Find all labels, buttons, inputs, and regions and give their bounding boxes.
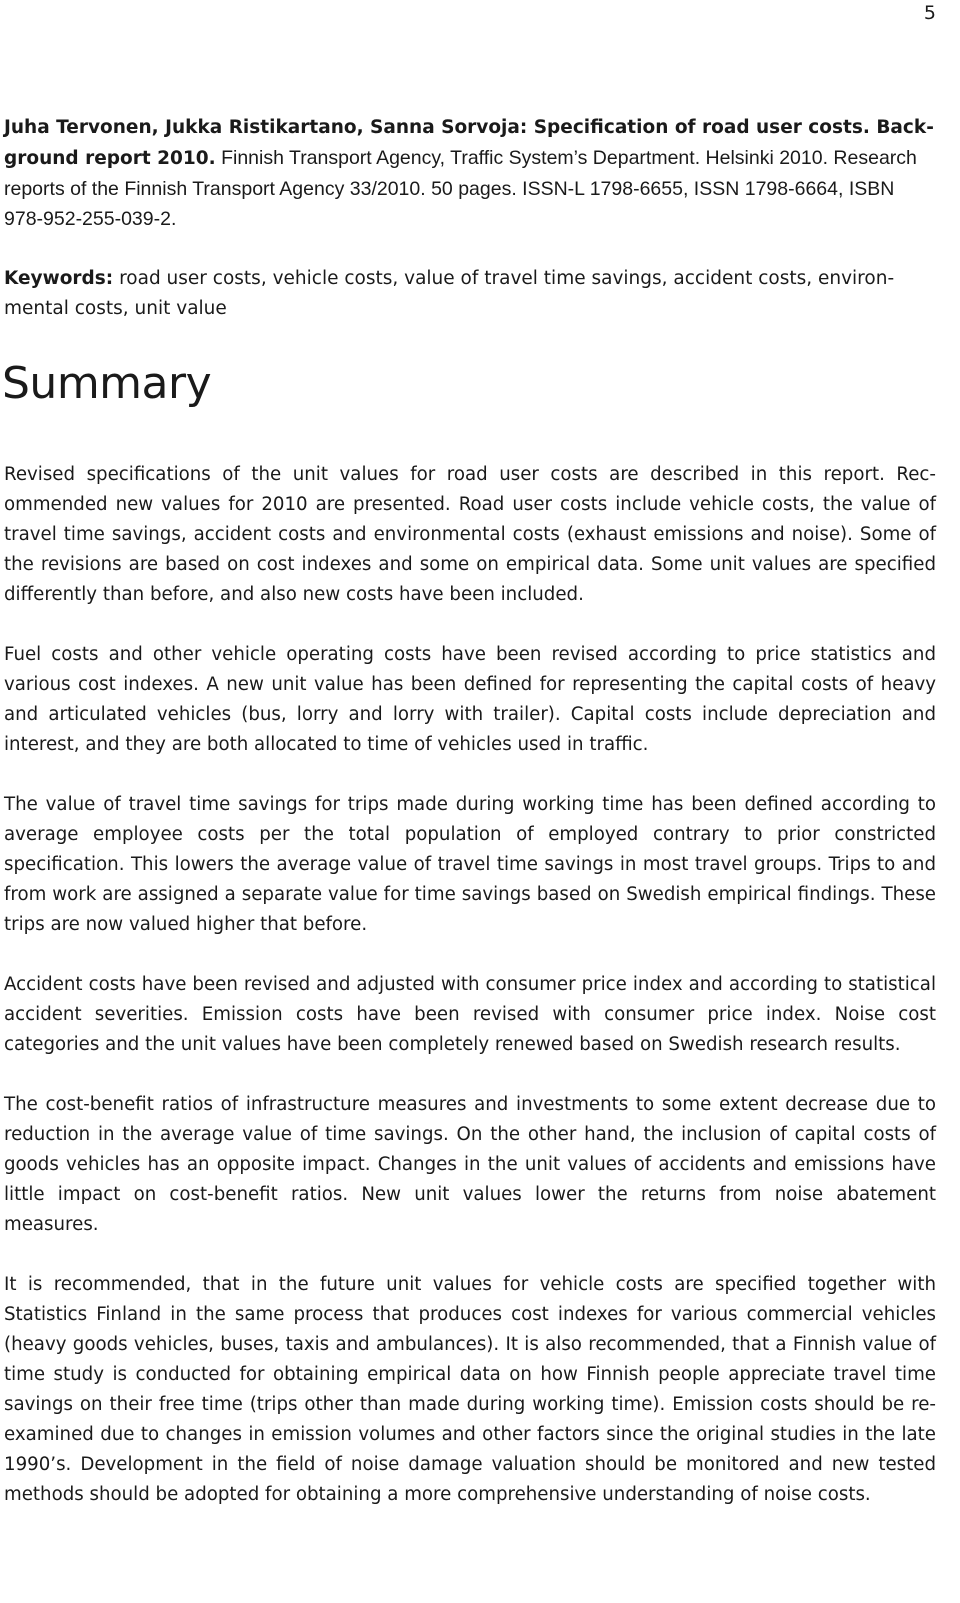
- summary-paragraph: The cost-benefit ratios of infrastructure measures and investments to some extent decrease due to reduction in the average value of time savings. On the other hand, the inclusion of capital costs of goods vehicles has an opposite impact. Changes in the unit values of accidents and emissions have little impact on cost-benefit ratios. New unit values lower the returns from noise abatement measures.: [4, 1094, 936, 1235]
- citation-publisher-info: Finnish Transport Agency, Traffic System’s Department. Helsinki 2010. Research reports of the Finnish Transport Agency 33/2010. 50 pages. ISSN-L 1798-6655, ISSN 1798-6664, ISBN 978-952-255-039-2.: [4, 147, 917, 230]
- keywords-label: Keywords:: [4, 268, 114, 289]
- summary-paragraph: Fuel costs and other vehicle operating costs have been revised according to price statistics and various cost indexes. A new unit value has been defined for representing the capital costs of heavy and articulated vehicles (bus, lorry and lorry with trailer). Capital costs include depreciation and interest, and they are both allocated to time of vehicles used in traffic.: [4, 644, 936, 755]
- summary-paragraph: It is recommended, that in the future unit values for vehicle costs are specified together with Statistics Finland in the same process that produces cost indexes for various commercial vehicles (heavy goods vehicles, buses, taxis and ambulances). It is also recommended, that a Finnish value of time study is conducted for obtaining empirical data on how Finnish people appreciate travel time savings on their free time (trips other than made during working time). Emission costs should be re-examined due to changes in emission volumes and other factors since the original studies in the late 1990’s. Development in the field of noise damage valuation should be monitored and new tested methods should be adopted for obtaining a more comprehensive understanding of noise costs.: [4, 1274, 936, 1505]
- summary-heading: Summary: [2, 358, 212, 409]
- summary-paragraph: Revised specifications of the unit values for road user costs are described in this report. Recommended new values for 2010 are presented. Road user costs include vehicle costs, the value of travel time savings, accident costs and environmental costs (exhaust emissions and noise). Some of the revisions are based on cost indexes and some on empirical data. Some unit values are specified differently than before, and also new costs have been included.: [4, 464, 936, 605]
- summary-paragraph: The value of travel time savings for trips made during working time has been defined according to average employee costs per the total population of employed contrary to prior constricted specification. This lowers the average value of travel time savings in most travel groups. Trips to and from work are assigned a separate value for time savings based on Swedish empirical findings. These trips are now valued higher that before.: [4, 794, 936, 935]
- citation-authors-title: Juha Tervonen, Jukka Ristikartano, Sanna Sorvoja: Specification of road user costs. Background report 2010.: [4, 117, 934, 169]
- summary-paragraph: Accident costs have been revised and adjusted with consumer price index and according to statistical accident severities. Emission costs have been revised with consumer price index. Noise cost categories and the unit values have been completely renewed based on Swedish research results.: [4, 974, 936, 1055]
- keywords-line: [4, 264, 936, 324]
- bibliographic-citation: [4, 112, 936, 234]
- summary-body: [4, 460, 936, 1510]
- keywords-text: road user costs, vehicle costs, value of travel time savings, accident costs, environmental costs, unit value: [4, 268, 895, 319]
- document-body: [4, 112, 936, 1510]
- page-number: 5: [923, 2, 936, 24]
